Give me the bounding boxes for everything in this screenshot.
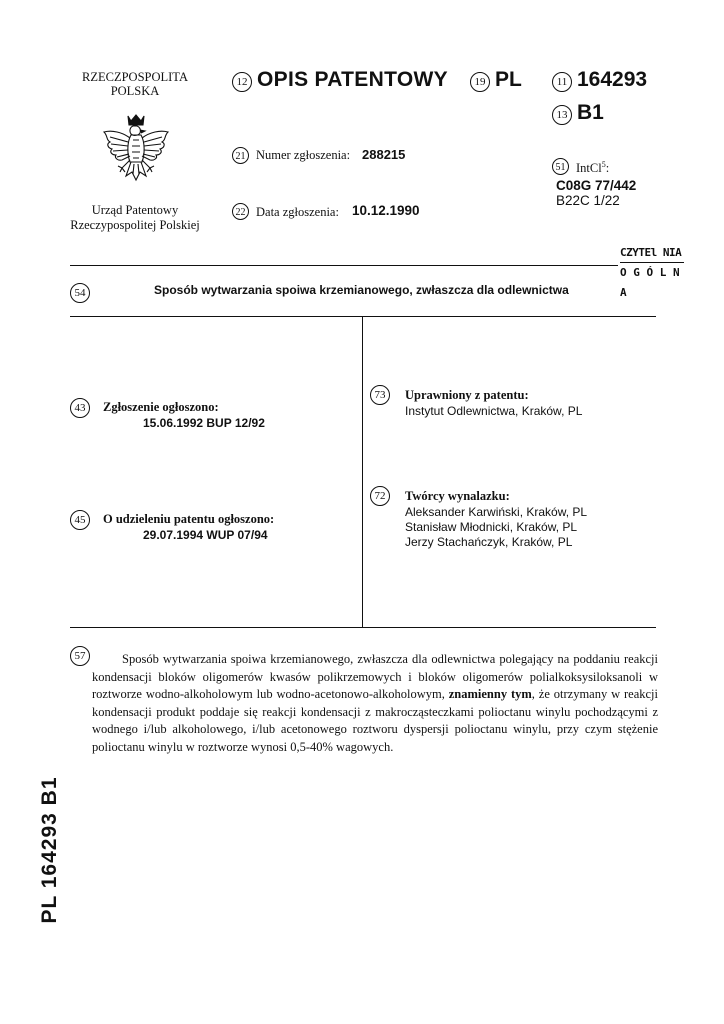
application-number-label: Numer zgłoszenia: xyxy=(256,148,351,162)
inventor-name: Aleksander Karwiński, Kraków, PL xyxy=(405,505,588,519)
inid-code-57: 57 xyxy=(70,646,90,666)
top-divider xyxy=(70,265,618,266)
inid-code-45: 45 xyxy=(70,510,90,530)
inventors-label: Twórcy wynalazku: xyxy=(405,489,510,503)
application-date-label: Data zgłoszenia: xyxy=(256,205,339,219)
stamp-line1: CZYTEl NIA xyxy=(620,246,682,259)
column-divider xyxy=(362,316,363,628)
country-line1: RZECZPOSPOLITA xyxy=(82,70,188,84)
patent-title: Sposób wytwarzania spoiwa krzemianowego, zwłaszcza dla odlewnictwa xyxy=(154,283,569,297)
inventor-name: Stanisław Młodnicki, Kraków, PL xyxy=(405,520,578,534)
office-line1: Urząd Patentowy xyxy=(91,203,179,217)
title-divider xyxy=(70,316,656,317)
inid-code-72: 72 xyxy=(370,486,390,506)
holder-label: Uprawniony z patentu: xyxy=(405,388,529,402)
holder-value: Instytut Odlewnictwa, Kraków, PL xyxy=(405,404,583,418)
stamp-line2: O G Ó L N A xyxy=(620,266,680,299)
int-cl-secondary: B22C 1/22 xyxy=(556,193,620,208)
country-code: PL xyxy=(495,68,522,91)
int-cl-label xyxy=(576,160,609,176)
inid-code-51: 51 xyxy=(552,158,569,175)
inventors-list xyxy=(405,505,587,550)
polish-eagle-emblem-icon xyxy=(100,110,172,190)
issuing-country xyxy=(60,70,210,98)
inid-code-73: 73 xyxy=(370,385,390,405)
bottom-divider xyxy=(70,627,656,628)
inid-code-22: 22 xyxy=(232,203,249,220)
abstract-text xyxy=(92,651,658,756)
inid-code-11: 11 xyxy=(552,72,572,92)
library-stamp xyxy=(620,243,686,303)
inid-code-19: 19 xyxy=(470,72,490,92)
country-line2: POLSKA xyxy=(110,84,160,98)
announce-value: 15.06.1992 BUP 12/92 xyxy=(143,416,265,430)
application-date-value: 10.12.1990 xyxy=(352,203,420,218)
abstract-claim-phrase: znamienny tym xyxy=(448,687,532,701)
inid-code-12: 12 xyxy=(232,72,252,92)
inid-code-54: 54 xyxy=(70,283,90,303)
int-cl-main: IntCl xyxy=(576,161,602,176)
office-line2: Rzeczypospolitej Polskiej xyxy=(70,218,200,232)
grant-value: 29.07.1994 WUP 07/94 xyxy=(143,528,268,542)
inventor-name: Jerzy Stachańczyk, Kraków, PL xyxy=(405,535,573,549)
int-cl-edition: 5 xyxy=(601,160,606,169)
kind-code: B1 xyxy=(577,101,604,124)
patent-office xyxy=(48,203,222,233)
int-cl-primary: C08G 77/442 xyxy=(556,178,637,193)
stamp-rule xyxy=(620,262,684,263)
side-patent-label: PL 164293 B1 xyxy=(38,776,61,924)
document-type: OPIS PATENTOWY xyxy=(257,68,448,91)
abstract-part1: Sposób wytwarzania spoiwa krzemianowego, zwłaszcza dla odlewnictwa polegający na poddaniu reakcji kondensacji bloków oligomerów kwasów polikrzemowych i bloków oligomerów polialkoksysiloksanoli w roztworze wodno-alkoholowym lub wodno-acetonowo-alkoholowym, xyxy=(92,652,658,701)
inid-code-13: 13 xyxy=(552,105,572,125)
announce-label: Zgłoszenie ogłoszono: xyxy=(103,400,219,414)
int-cl-suffix: : xyxy=(605,161,610,176)
abstract-part2: , że otrzymany w reakcji kondensacji produkt poddaje się reakcji kondensacji z makrocząsteczkami polioctanu winylu pochodzącymi z wodnego i/lub alkoholowego, i/lub acetonowego roztworu dyspersji polioctanu winylu, przy czym stężenie polioctanu winylu w roztworze wynosi 0,5-40% wagowych. xyxy=(92,687,658,754)
patent-number: 164293 xyxy=(577,68,648,91)
application-number-value: 288215 xyxy=(362,147,406,162)
inid-code-21: 21 xyxy=(232,147,249,164)
grant-label: O udzieleniu patentu ogłoszono: xyxy=(103,512,275,526)
inid-code-43: 43 xyxy=(70,398,90,418)
